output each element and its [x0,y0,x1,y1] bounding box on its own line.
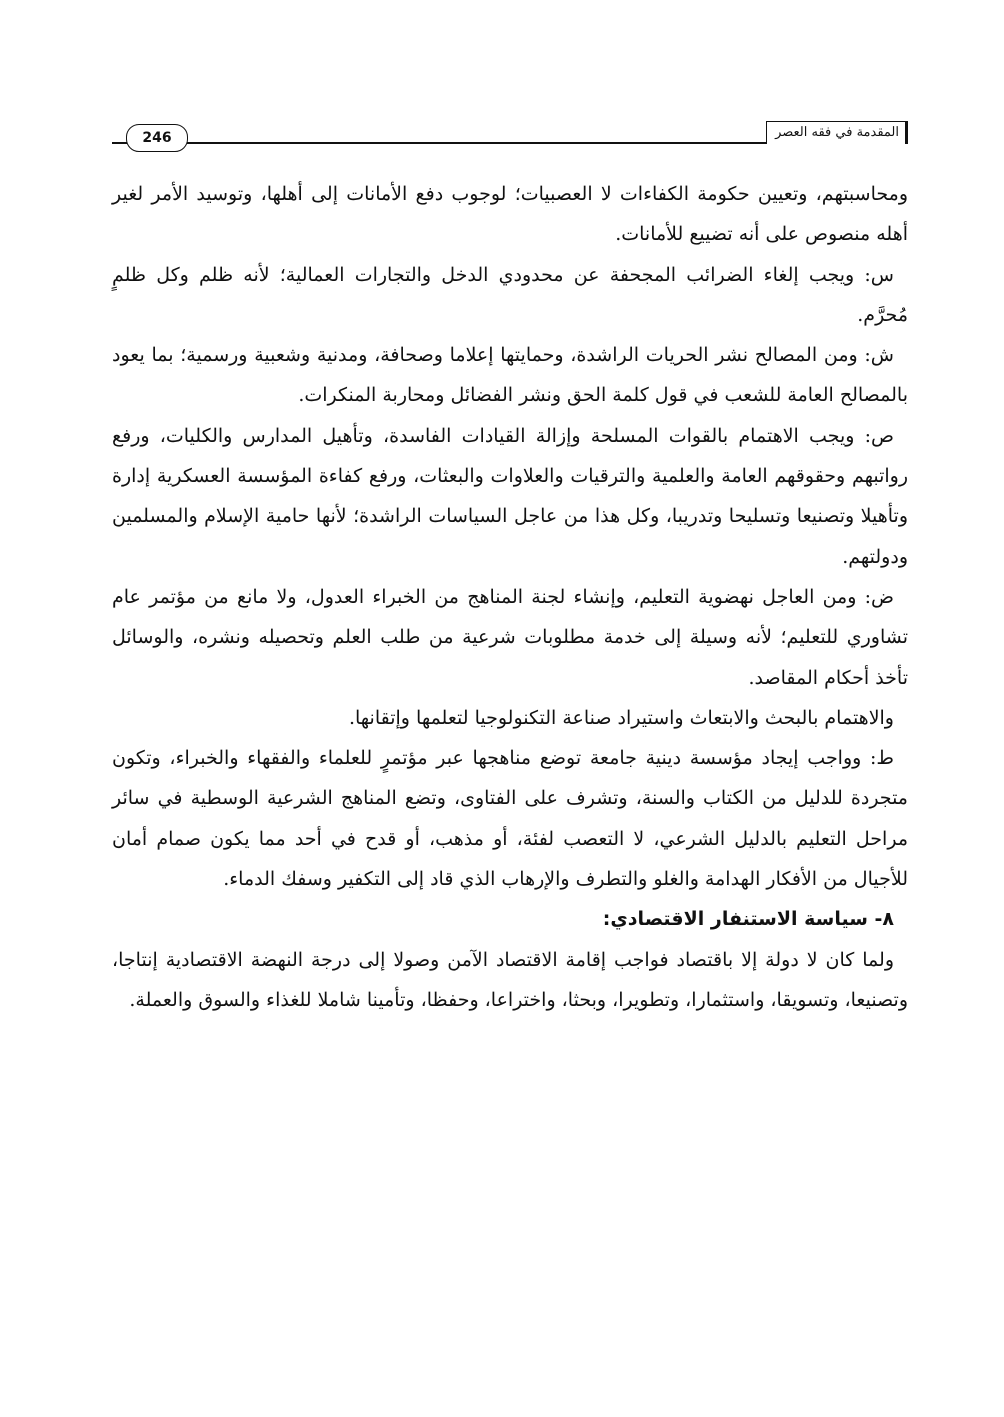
paragraph-daad: ض: ومن العاجل نهضوية التعليم، وإنشاء لجنة المناهج من الخبراء العدول، ولا مانع من مؤتمر عام تشاوري للتعليم؛ لأنه وسيلة إلى خدمة مطلوبات شرعية من طلب العلم وتحصيله ونشره، والوسائل تأخذ أحكام المقاصد. [112,585,908,689]
paragraph-saad: ص: ويجب الاهتمام بالقوات المسلحة وإزالة القيادات الفاسدة، وتأهيل المدارس والكليات، ورفع رواتبهم وحقوقهم العامة والعلمية والترقيات والعلاوات والبعثات، ورفع كفاءة المؤسسة العسكرية إدارة وتأهيلا وتصنيعا وتسليحا وتدريبا، وكل هذا من عاجل السياسات الراشدة؛ لأنها حامية الإسلام والمسلمين ودولتهم. [112,424,909,568]
book-title: المقدمة في فقه العصر [766,121,908,144]
page-number: 246 [126,124,188,152]
page-header [112,118,908,144]
paragraph-economy: ولما كان لا دولة إلا باقتصاد فواجب إقامة الاقتصاد الآمن وصولا إلى درجة النهضة الاقتصادية إنتاجا، وتصنيعا، وتسويقا، واستثمارا، وتطويرا، وبحثا، واختراعا، وحفظا، وتأمينا شاملا للغذاء والسوق والعملة. [112,948,908,1011]
paragraph-taa: ط: وواجب إيجاد مؤسسة دينية جامعة توضع مناهجها عبر مؤتمرٍ للعلماء والفقهاء والخبراء، وتكون متجردة للدليل من الكتاب والسنة، وتشرف على الفتاوى، وتضع المناهج الشرعية الوسطية في سائر مراحل التعليم بالدليل الشرعي، لا التعصب لفئة، أو مذهب، أو قدح في أحد مما يكون صمام أمان للأجيال من الأفكار الهدامة والغلو والتطرف والإرهاب الذي قاد إلى التكفير وسفك الدماء. [112,747,908,891]
paragraph-research: والاهتمام بالبحث والابتعاث واستيراد صناعة التكنولوجيا لتعلمها وإتقانها. [348,706,894,729]
paragraph-seen: س: ويجب إلغاء الضرائب المجحفة عن محدودي الدخل والتجارات العمالية؛ لأنه ظلم وكل ظلمٍ مُحرَّم. [112,263,908,326]
paragraph-sheen: ش: ومن المصالح نشر الحريات الراشدة، وحمايتها إعلاما وصحافة، ومدنية وشعبية ورسمية؛ بما يعود بالمصالح العامة للشعب في قول كلمة الحق ونشر الفضائل ومحاربة المنكرات. [112,344,908,407]
page-body [112,174,908,1020]
section-heading: ٨- سياسة الاستنفار الاقتصادي: [602,908,894,931]
paragraph-continuation: ومحاسبتهم، وتعيين حكومة الكفاءات لا العصبيات؛ لوجوب دفع الأمانات إلى أهلها، وتوسيد الأمر لغير أهله منصوص على أنه تضييع للأمانات. [112,183,908,246]
